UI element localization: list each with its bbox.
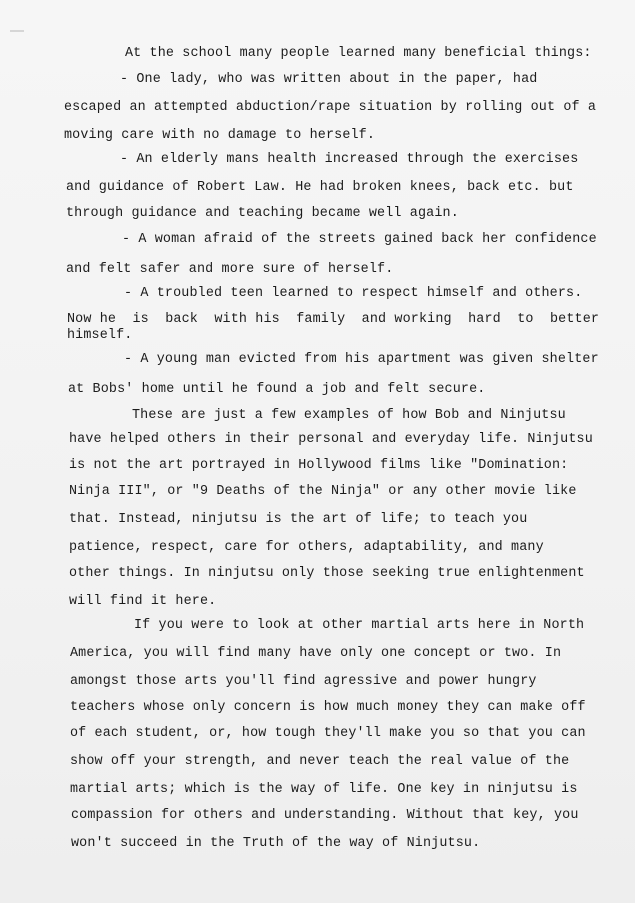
text-line: moving care with no damage to herself. — [64, 128, 376, 143]
text-line: compassion for others and understanding. Without that key, you — [71, 808, 579, 823]
text-line: is not the art portrayed in Hollywood films like "Domination: — [69, 458, 569, 473]
text-line: and guidance of Robert Law. He had broken knees, back etc. but — [66, 180, 574, 195]
text-line: teachers whose only concern is how much money they can make off — [70, 700, 586, 715]
text-line: amongst those arts you'll find agressive and power hungry — [70, 674, 537, 689]
text-line: that. Instead, ninjutsu is the art of life; to teach you — [69, 512, 528, 527]
text-line: of each student, or, how tough they'll make you so that you can — [70, 726, 586, 741]
text-line: - A woman afraid of the streets gained back her confidence — [122, 232, 597, 247]
text-line: These are just a few examples of how Bob and Ninjutsu — [132, 408, 566, 423]
text-line: through guidance and teaching became well again. — [66, 206, 459, 221]
scan-mark — [10, 30, 24, 32]
text-line: - An elderly mans health increased through the exercises — [120, 152, 579, 167]
text-line: Now he is back with his family and working hard to better — [67, 312, 600, 327]
text-line: - One lady, who was written about in the paper, had — [120, 72, 538, 87]
text-line: - A troubled teen learned to respect himself and others. — [124, 286, 583, 301]
text-line: will find it here. — [69, 594, 217, 609]
text-line: patience, respect, care for others, adaptability, and many — [69, 540, 544, 555]
text-line: If you were to look at other martial arts here in North — [134, 618, 585, 633]
text-line: America, you will find many have only one concept or two. In — [70, 646, 562, 661]
text-line: - A young man evicted from his apartment was given shelter — [124, 352, 599, 367]
text-line: won't succeed in the Truth of the way of Ninjutsu. — [71, 836, 481, 851]
text-line: Ninja III", or "9 Deaths of the Ninja" or any other movie like — [69, 484, 577, 499]
text-line: have helped others in their personal and everyday life. Ninjutsu — [69, 432, 593, 447]
text-line: At the school many people learned many beneficial things: — [125, 46, 592, 61]
text-line: escaped an attempted abduction/rape situation by rolling out of a — [64, 100, 597, 115]
text-line: at Bobs' home until he found a job and felt secure. — [68, 382, 486, 397]
text-line: other things. In ninjutsu only those seeking true enlightenment — [69, 566, 585, 581]
text-line: and felt safer and more sure of herself. — [66, 262, 394, 277]
text-line: show off your strength, and never teach the real value of the — [70, 754, 570, 769]
text-line: himself. — [67, 328, 133, 343]
text-line: martial arts; which is the way of life. One key in ninjutsu is — [70, 782, 578, 797]
